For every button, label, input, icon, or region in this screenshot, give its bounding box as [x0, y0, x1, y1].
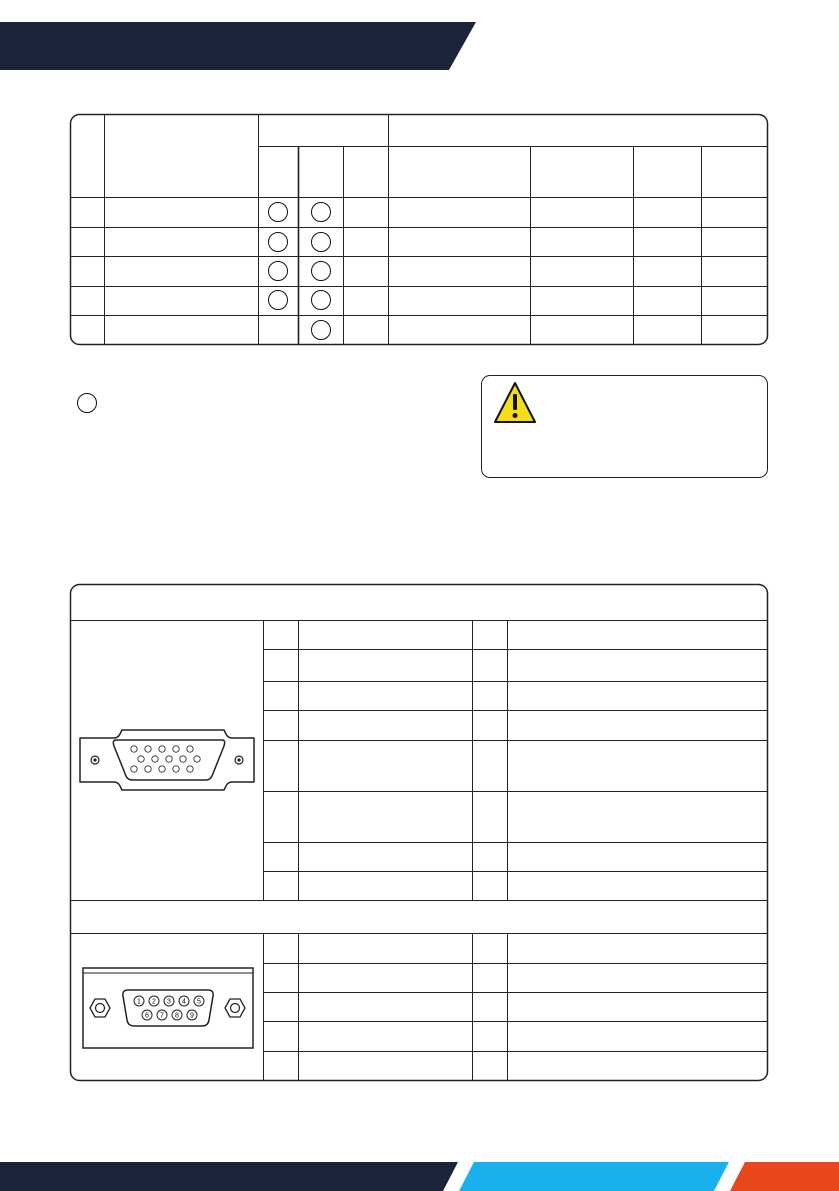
pin-number: 4 [182, 998, 186, 1006]
footer-color-bars [0, 1162, 839, 1191]
pin-number: 2 [152, 998, 156, 1006]
footer-bar-navy [0, 1162, 458, 1191]
pin-number: 6 [145, 1012, 149, 1020]
pin-number: 7 [160, 1012, 164, 1020]
footer-bar-blue [459, 1162, 729, 1191]
pin-number: 8 [175, 1012, 179, 1020]
vga-d-sub-15-pin-icon [78, 728, 258, 798]
pin-number: 5 [197, 998, 201, 1006]
footer-bar-orange [730, 1162, 839, 1191]
pin-number: 9 [190, 1012, 194, 1020]
d-sub-9-pin-icon [78, 964, 258, 1052]
pin-number: 3 [167, 998, 171, 1006]
pin-number: 1 [137, 998, 141, 1006]
